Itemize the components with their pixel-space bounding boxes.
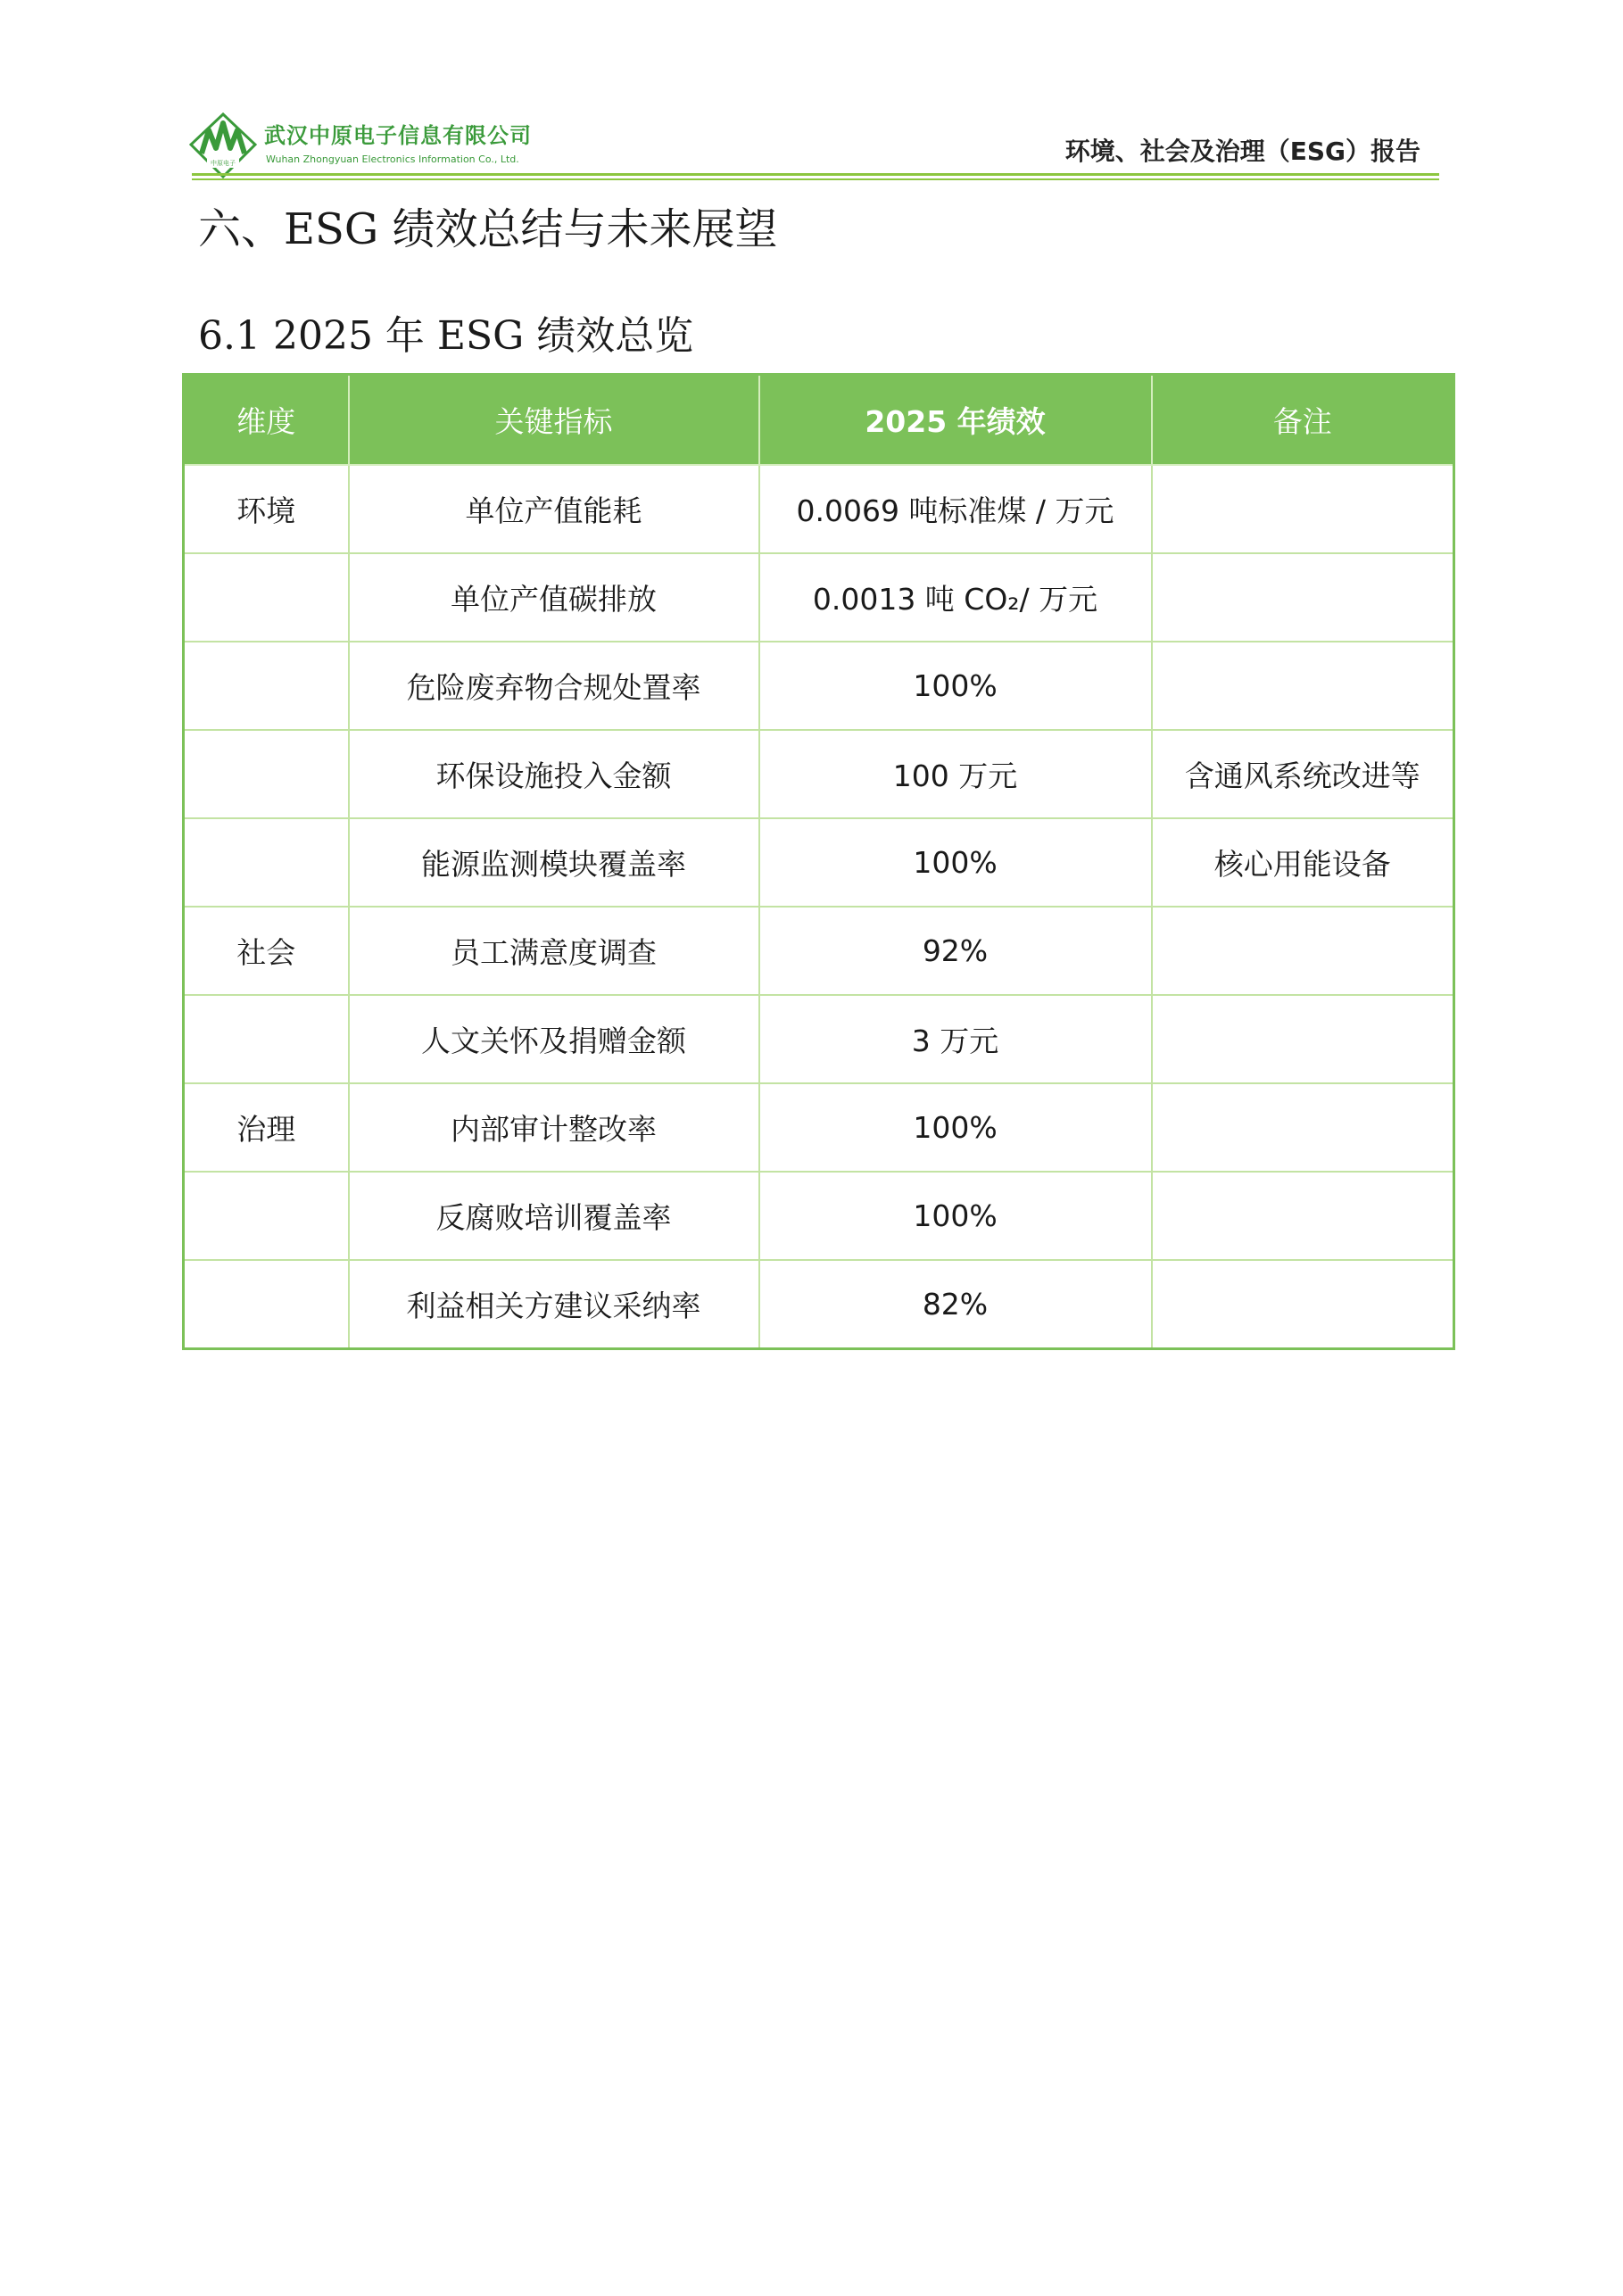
column-header-indicator: 关键指标 xyxy=(349,375,759,466)
cell-performance: 100% xyxy=(759,642,1152,730)
cell-remarks xyxy=(1152,1172,1454,1260)
cell-dimension xyxy=(184,553,349,642)
cell-performance: 100% xyxy=(759,1172,1152,1260)
company-name-en: Wuhan Zhongyuan Electronics Information Co., Ltd. xyxy=(266,153,519,165)
cell-dimension xyxy=(184,1172,349,1260)
logo-text: 中原电子 xyxy=(211,160,236,167)
cell-remarks: 含通风系统改进等 xyxy=(1152,730,1454,818)
table-row xyxy=(184,642,1454,730)
cell-dimension xyxy=(184,995,349,1083)
cell-dimension xyxy=(184,642,349,730)
table-row xyxy=(184,1172,1454,1260)
cell-performance: 92% xyxy=(759,907,1152,995)
cell-indicator: 人文关怀及捐赠金额 xyxy=(349,995,759,1083)
cell-remarks xyxy=(1152,465,1454,553)
cell-indicator: 环保设施投入金额 xyxy=(349,730,759,818)
cell-performance: 82% xyxy=(759,1260,1152,1349)
cell-indicator: 反腐败培训覆盖率 xyxy=(349,1172,759,1260)
cell-performance: 100% xyxy=(759,1083,1152,1172)
company-name-cn: 武汉中原电子信息有限公司 xyxy=(264,123,532,148)
cell-performance: 100 万元 xyxy=(759,730,1152,818)
cell-dimension xyxy=(184,730,349,818)
cell-performance: 0.0013 吨 CO₂/ 万元 xyxy=(759,553,1152,642)
table-row xyxy=(184,730,1454,818)
cell-indicator: 能源监测模块覆盖率 xyxy=(349,818,759,907)
cell-indicator: 员工满意度调查 xyxy=(349,907,759,995)
column-header-dimension: 维度 xyxy=(184,375,349,466)
cell-dimension: 治理 xyxy=(184,1083,349,1172)
table-row xyxy=(184,1260,1454,1349)
section-title: 六、ESG 绩效总结与未来展望 xyxy=(198,204,778,254)
header-rule-secondary xyxy=(192,178,1439,180)
table-row xyxy=(184,907,1454,995)
esg-performance-table xyxy=(182,373,1455,1350)
table-row xyxy=(184,1083,1454,1172)
cell-dimension xyxy=(184,818,349,907)
table-row xyxy=(184,553,1454,642)
cell-dimension: 环境 xyxy=(184,465,349,553)
cell-indicator: 利益相关方建议采纳率 xyxy=(349,1260,759,1349)
cell-performance: 0.0069 吨标准煤 / 万元 xyxy=(759,465,1152,553)
cell-remarks xyxy=(1152,995,1454,1083)
cell-dimension xyxy=(184,1260,349,1349)
table-header-row xyxy=(184,375,1454,466)
cell-performance: 3 万元 xyxy=(759,995,1152,1083)
cell-remarks: 核心用能设备 xyxy=(1152,818,1454,907)
report-title: 环境、社会及治理（ESG）报告 xyxy=(1064,137,1420,166)
table-row xyxy=(184,818,1454,907)
page-header xyxy=(189,107,1438,178)
subsection-title: 6.1 2025 年 ESG 绩效总览 xyxy=(198,313,694,359)
column-header-performance: 2025 年绩效 xyxy=(759,375,1152,466)
cell-indicator: 内部审计整改率 xyxy=(349,1083,759,1172)
cell-remarks xyxy=(1152,1083,1454,1172)
cell-remarks xyxy=(1152,642,1454,730)
table-row xyxy=(184,995,1454,1083)
cell-performance: 100% xyxy=(759,818,1152,907)
cell-remarks xyxy=(1152,1260,1454,1349)
cell-indicator: 危险废弃物合规处置率 xyxy=(349,642,759,730)
cell-indicator: 单位产值能耗 xyxy=(349,465,759,553)
cell-remarks xyxy=(1152,907,1454,995)
column-header-remarks: 备注 xyxy=(1152,375,1454,466)
table-row xyxy=(184,465,1454,553)
header-rule xyxy=(192,173,1439,176)
company-logo xyxy=(189,112,257,178)
cell-indicator: 单位产值碳排放 xyxy=(349,553,759,642)
cell-remarks xyxy=(1152,553,1454,642)
cell-dimension: 社会 xyxy=(184,907,349,995)
